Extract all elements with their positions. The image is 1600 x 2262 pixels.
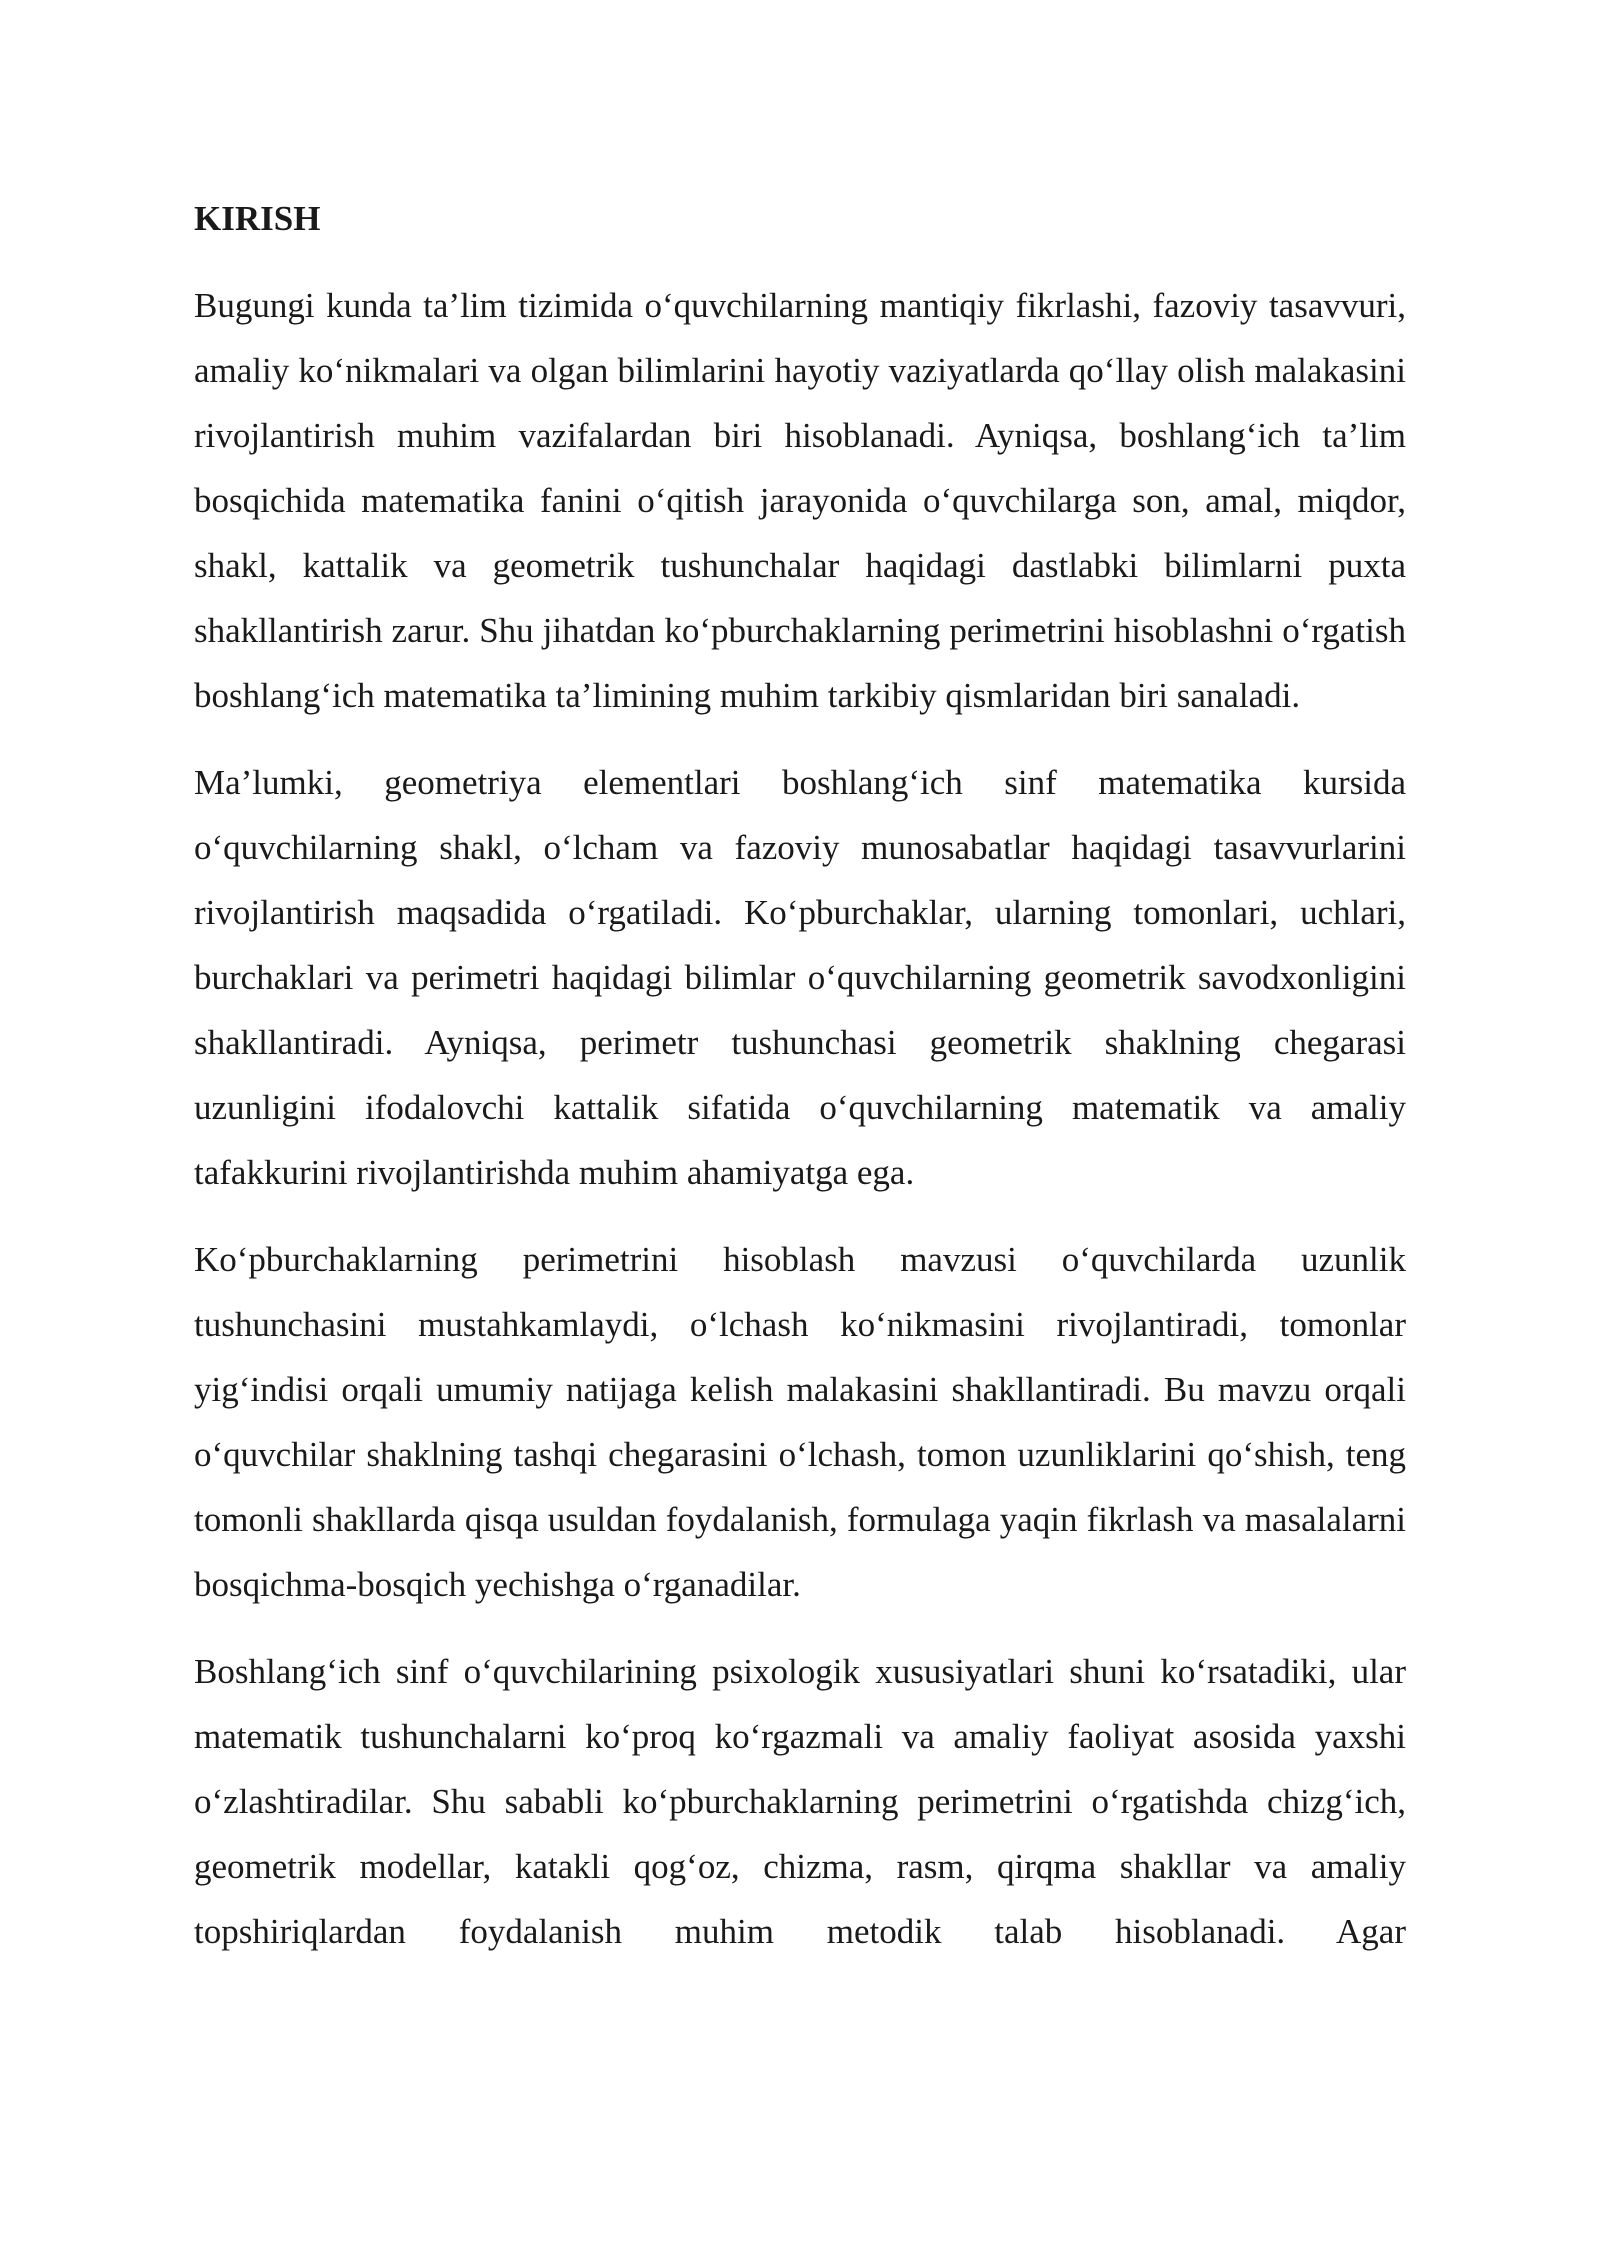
paragraph-3: Ko‘pburchaklarning perimetrini hisoblash mavzusi o‘quvchilarda uzunlik tushunchasini mustahkamlaydi, o‘lchash ko‘nikmasini rivojlantiradi, tomonlar yig‘indisi orqali umumiy natijaga kelish malakasini shakllantiradi. Bu mavzu orqali o‘quvchilar shaklning tashqi chegarasini o‘lchash, tomon uzunliklarini qo‘shish, teng tomonli shakllarda qisqa usuldan foydalanish, formulaga yaqin fikrlash va masalalarni bosqichma-bosqich yechishga o‘rganadilar. xyxy=(194,1240,1406,1604)
paragraph-2: Ma’lumki, geometriya elementlari boshlang‘ich sinf matematika kursida o‘quvchilarning shakl, o‘lcham va fazoviy munosabatlar haqidagi tasavvurlarini rivojlantirish maqsadida o‘rgatiladi. Ko‘pburchaklar, ularning tomonlari, uchlari, burchaklari va perimetri haqidagi bilimlar o‘quvchilarning geometrik savodxonligini shakllantiradi. Ayniqsa, perimetr tushunchasi geometrik shaklning chegarasi uzunligini ifodalovchi kattalik sifatida o‘quvchilarning matematik va amaliy tafakkurini rivojlantirishda muhim ahamiyatga ega. xyxy=(194,763,1406,1192)
paragraph-1: Bugungi kunda ta’lim tizimida o‘quvchilarning mantiqiy fikrlashi, fazoviy tasavvuri, amaliy ko‘nikmalari va olgan bilimlarini hayotiy vaziyatlarda qo‘llay olish malakasini rivojlantirish muhim vazifalardan biri hisoblanadi. Ayniqsa, boshlang‘ich ta’lim bosqichida matematika fanini o‘qitish jarayonida o‘quvchilarga son, amal, miqdor, shakl, kattalik va geometrik tushunchalar haqidagi dastlabki bilimlarni puxta shakllantirish zarur. Shu jihatdan ko‘pburchaklarning perimetrini hisoblashni o‘rgatish boshlang‘ich matematika ta’limining muhim tarkibiy qismlaridan biri sanaladi. xyxy=(194,286,1406,715)
document-body xyxy=(194,186,1406,1964)
section-heading: KIRISH xyxy=(194,199,321,238)
paragraph-4: Boshlang‘ich sinf o‘quvchilarining psixologik xususiyatlari shuni ko‘rsatadiki, ular matematik tushunchalarni ko‘proq ko‘rgazmali va amaliy faoliyat asosida yaxshi o‘zlashtiradilar. Shu sababli ko‘pburchaklarning perimetrini o‘rgatishda chizg‘ich, geometrik modellar, katakli qog‘oz, chizma, rasm, qirqma shakllar va amaliy topshiriqlardan foydalanish muhim metodik talab hisoblanadi. Agar xyxy=(194,1652,1406,1951)
